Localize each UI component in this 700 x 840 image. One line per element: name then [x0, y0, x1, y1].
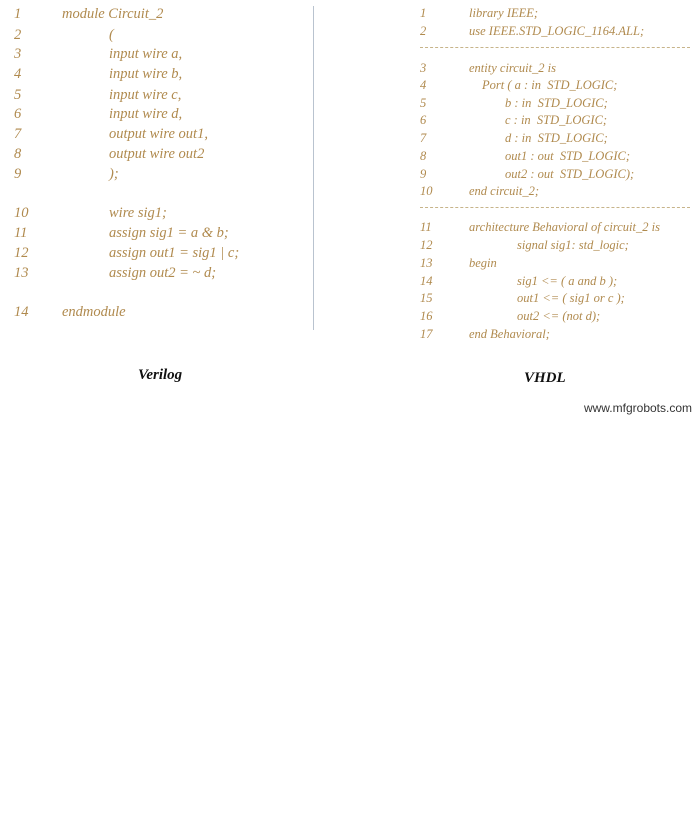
line-number: 13: [14, 265, 29, 281]
line-number: 6: [420, 113, 427, 127]
line-number: 6: [14, 106, 22, 122]
line-number: 2: [420, 24, 427, 38]
code-line: output wire out2: [109, 146, 205, 162]
line-number: 10: [420, 184, 433, 198]
line-number: 15: [420, 291, 433, 305]
line-number: 16: [420, 309, 433, 323]
code-line: assign out1 = sig1 | c;: [109, 245, 240, 261]
line-number: 7: [420, 131, 427, 145]
line-number: 12: [14, 245, 29, 261]
line-number: 2: [14, 27, 22, 43]
line-number: 10: [14, 205, 29, 221]
code-line: input wire b,: [109, 66, 183, 82]
line-number: 3: [14, 46, 22, 62]
vhdl-caption: VHDL: [524, 370, 566, 386]
line-number: 17: [420, 327, 433, 341]
line-number: 8: [14, 146, 22, 162]
line-number: 14: [14, 304, 29, 320]
code-line: );: [109, 166, 119, 182]
code-line: out1 : out STD_LOGIC;: [505, 149, 631, 163]
code-line: library IEEE;: [469, 6, 539, 20]
line-number: 4: [14, 66, 22, 82]
code-line: endmodule: [62, 304, 126, 320]
line-number: 1: [420, 6, 427, 20]
code-line: Port ( a : in STD_LOGIC;: [482, 78, 618, 92]
code-line: entity circuit_2 is: [469, 61, 557, 75]
line-number: 5: [14, 87, 22, 103]
line-number: 13: [420, 256, 433, 270]
line-number: 14: [420, 274, 433, 288]
code-line: wire sig1;: [109, 205, 167, 221]
watermark: www.mfgrobots.com: [583, 401, 692, 415]
code-line: end circuit_2;: [469, 184, 540, 198]
section-separator: [420, 207, 690, 208]
code-line: signal sig1: std_logic;: [517, 238, 629, 252]
line-number: 1: [14, 6, 22, 22]
line-number: 7: [14, 126, 22, 142]
code-line: input wire d,: [109, 106, 183, 122]
code-line: end Behavioral;: [469, 327, 550, 341]
code-line: d : in STD_LOGIC;: [505, 131, 608, 145]
code-line: assign out2 = ~ d;: [109, 265, 217, 281]
line-number: 4: [420, 78, 427, 92]
code-line: module Circuit_2: [62, 6, 164, 22]
line-number: 9: [420, 167, 427, 181]
code-line: out2 : out STD_LOGIC);: [505, 167, 635, 181]
code-line: input wire a,: [109, 46, 183, 62]
code-line: begin: [469, 256, 497, 270]
code-line: (: [109, 27, 114, 43]
line-number: 8: [420, 149, 427, 163]
code-line: input wire c,: [109, 87, 182, 103]
code-line: sig1 <= ( a and b );: [517, 274, 618, 288]
verilog-caption: Verilog: [138, 367, 183, 383]
line-number: 5: [420, 96, 427, 110]
code-line: assign sig1 = a & b;: [109, 225, 229, 241]
code-line: architecture Behavioral of circuit_2 is: [469, 220, 660, 234]
code-line: use IEEE.STD_LOGIC_1164.ALL;: [469, 24, 645, 38]
line-number: 11: [14, 225, 28, 241]
line-number: 3: [420, 61, 427, 75]
column-divider: [313, 6, 314, 330]
line-number: 12: [420, 238, 433, 252]
line-number: 9: [14, 166, 22, 182]
code-line: out1 <= ( sig1 or c );: [517, 291, 625, 305]
code-line: b : in STD_LOGIC;: [505, 96, 608, 110]
code-line: output wire out1,: [109, 126, 208, 142]
code-line: c : in STD_LOGIC;: [505, 113, 608, 127]
code-line: out2 <= (not d);: [517, 309, 601, 323]
section-separator: [420, 47, 690, 48]
line-number: 11: [420, 220, 432, 234]
